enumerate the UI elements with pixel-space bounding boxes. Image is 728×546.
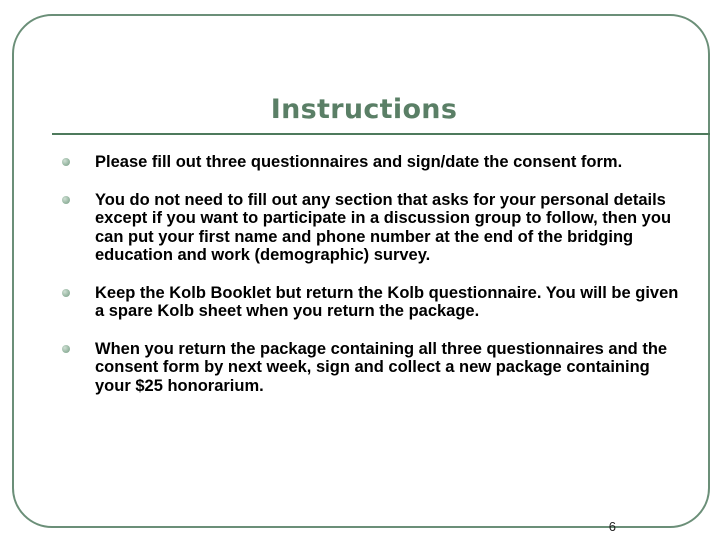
bullet-icon bbox=[62, 289, 70, 297]
list-item-text: You do not need to fill out any section that asks for your personal details except if you want to participate in a discussion group to follow, then you can put your first name and phone number at the end of the bridging education and work (demographic) survey. bbox=[95, 190, 672, 264]
list-item bbox=[62, 153, 680, 172]
list-item-text: When you return the package containing all three questionnaires and the consent form by next week, sign and collect a new package containing your $25 honorarium. bbox=[95, 339, 668, 395]
list-item bbox=[62, 340, 680, 396]
list-item-text: Please fill out three questionnaires and sign/date the consent form. bbox=[95, 153, 623, 171]
page-number: 6 bbox=[608, 519, 616, 534]
bullet-icon bbox=[62, 196, 70, 204]
list-item-text: Keep the Kolb Booklet but return the Kolb questionnaire. You will be given a spare Kolb sheet when you return the package. bbox=[95, 283, 679, 320]
title-divider bbox=[52, 133, 710, 135]
instruction-list bbox=[62, 153, 680, 414]
bullet-icon bbox=[62, 158, 70, 166]
list-item bbox=[62, 284, 680, 321]
bullet-icon bbox=[62, 345, 70, 353]
list-item bbox=[62, 191, 680, 265]
slide-title: Instructions bbox=[270, 94, 458, 125]
